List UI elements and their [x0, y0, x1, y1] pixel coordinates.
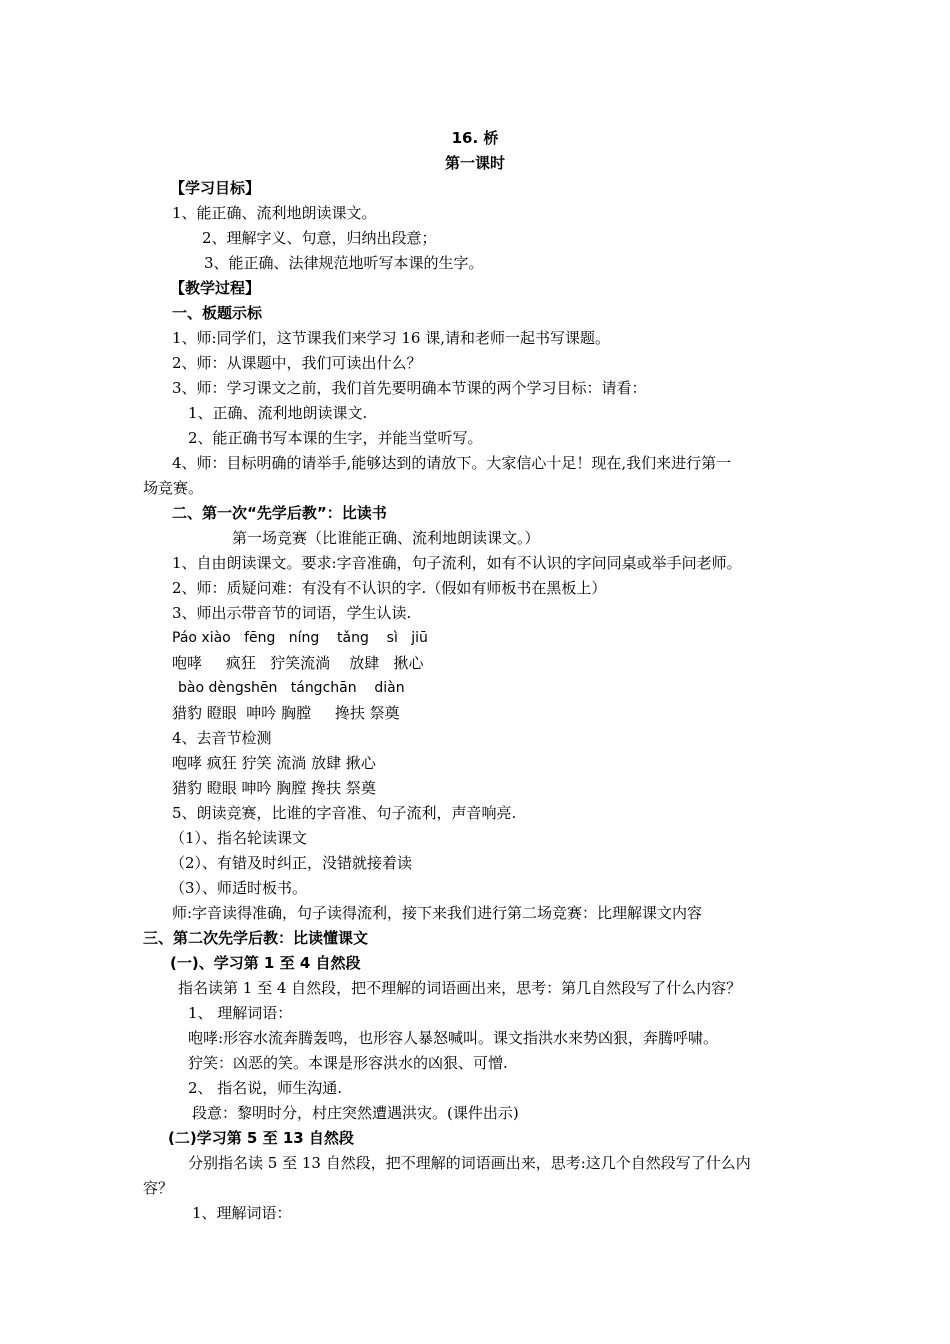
text-line: 1、师:同学们，这节课我们来学习 16 课,请和老师一起书写课题。: [172, 329, 610, 347]
text-line: 3、师：学习课文之前，我们首先要明确本节课的两个学习目标：请看：: [172, 379, 647, 397]
text-line: 2、师：质疑问难：有没有不认识的字.（假如有师板书在黑板上）: [172, 579, 607, 597]
text-line: 2、能正确书写本课的生字，并能当堂听写。: [188, 429, 483, 447]
lesson-title: 16. 桥: [451, 129, 499, 147]
text-line: 5、朗读竞赛，比谁的字音准、句子流利，声音响亮.: [172, 804, 517, 822]
lesson-subtitle: 第一课时: [444, 154, 505, 172]
text-line: （1）、指名轮读课文: [170, 829, 308, 847]
vocab-line: 咆哮 疯狂 狞笑 流淌 放肆 揪心: [172, 754, 376, 772]
section-heading: 【学习目标】: [170, 179, 261, 197]
text-line: 指名读第 1 至 4 自然段，把不理解的词语画出来，思考：第几自然段写了什么内容？: [178, 979, 742, 997]
vocab-line: 猎豹 瞪眼 呻吟 胸膛 搀扶 祭奠: [172, 704, 400, 722]
pinyin-line: Páo xiào fēng níng tǎng sì jiū: [172, 630, 428, 646]
text-line: 容？: [143, 1179, 174, 1197]
text-line: 狞笑：凶恶的笑。本课是形容洪水的凶狠、可憎.: [188, 1054, 508, 1072]
text-line: 1、能正确、流利地朗读课文。: [172, 204, 377, 222]
text-line: 1、理解词语：: [192, 1204, 292, 1222]
section-heading: 【教学过程】: [170, 279, 261, 297]
text-line: 1、自由朗读课文。要求:字音准确，句子流利，如有不认识的字问同桌或举手问老师。: [172, 554, 742, 572]
section-heading: 三、第二次先学后教：比读懂课文: [143, 929, 369, 947]
text-line: 1、正确、流利地朗读课文.: [188, 404, 368, 422]
text-line: 第一场竞赛（比谁能正确、流利地朗读课文。）: [232, 529, 540, 547]
text-line: 1、 理解词语：: [188, 1004, 293, 1022]
text-line: 4、去音节检测: [172, 729, 272, 747]
text-line: （3）、师适时板书。: [170, 879, 308, 897]
vocab-line: 咆哮 疯狂 狞笑流淌 放肆 揪心: [172, 654, 424, 672]
text-line: 2、师：从课题中，我们可读出什么？: [172, 354, 422, 372]
text-line: 分别指名读 5 至 13 自然段，把不理解的词语画出来，思考:这几个自然段写了什么内: [188, 1154, 751, 1172]
section-heading: 一、板题示标: [172, 304, 263, 322]
section-heading: 二、第一次“先学后教”：比读书: [172, 504, 387, 522]
vocab-line: 猎豹 瞪眼 呻吟 胸膛 搀扶 祭奠: [172, 779, 376, 797]
text-line: 师:字音读得准确，句子读得流利，接下来我们进行第二场竞赛：比理解课文内容: [172, 904, 703, 922]
section-heading: (一)、学习第 1 至 4 自然段: [170, 954, 361, 972]
text-line: （2）、有错及时纠正，没错就接着读: [170, 854, 413, 872]
text-line: 场竞赛。: [143, 479, 204, 497]
text-line: 2、 指名说，师生沟通.: [188, 1079, 343, 1097]
section-heading: (二)学习第 5 至 13 自然段: [168, 1129, 354, 1147]
text-line: 3、师出示带音节的词语，学生认读.: [172, 604, 412, 622]
pinyin-line: bào dèngshēn tángchān diàn: [178, 680, 405, 696]
text-line: 咆哮:形容水流奔腾轰鸣，也形容人暴怒喊叫。课文指洪水来势凶狠，奔腾呼啸。: [188, 1029, 719, 1047]
text-line: 4、师：目标明确的请举手,能够达到的请放下。大家信心十足！现在,我们来进行第一: [172, 454, 732, 472]
text-line: 2、理解字义、句意，归纳出段意；: [202, 229, 437, 247]
text-line: 3、能正确、法律规范地听写本课的生字。: [204, 254, 484, 272]
text-line: 段意：黎明时分，村庄突然遭遇洪灾。(课件出示): [192, 1104, 519, 1122]
